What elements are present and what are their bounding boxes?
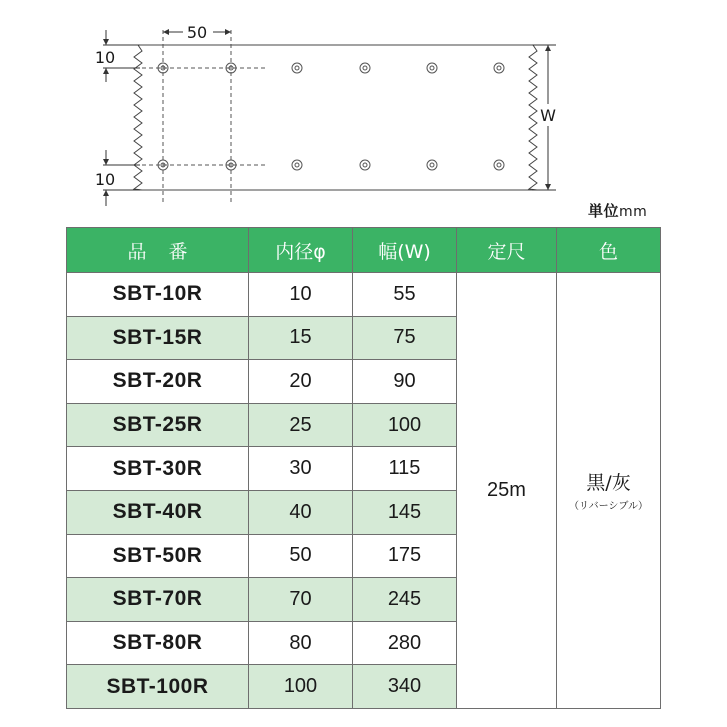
unit-suffix: mm	[619, 204, 648, 220]
header-inner-diameter: 内径φ	[249, 228, 353, 273]
product-code-cell: SBT-50R	[67, 534, 249, 578]
width-cell: 145	[353, 490, 457, 534]
inner-diameter-cell: 30	[249, 447, 353, 491]
inner-diameter-cell: 70	[249, 578, 353, 622]
inner-diameter-cell: 25	[249, 403, 353, 447]
top-offset-label: 10	[94, 48, 116, 67]
product-code-cell: SBT-100R	[67, 665, 249, 709]
hole-r2-c3	[292, 160, 302, 170]
inner-diameter-cell: 40	[249, 490, 353, 534]
product-code-cell: SBT-70R	[67, 578, 249, 622]
header-width: 幅(W)	[353, 228, 457, 273]
hole-r1-c6	[494, 63, 504, 73]
width-cell: 175	[353, 534, 457, 578]
pitch-dimension-label: 50	[186, 23, 208, 42]
hole-r2-c4	[360, 160, 370, 170]
inner-diameter-cell: 100	[249, 665, 353, 709]
inner-diameter-cell: 15	[249, 316, 353, 360]
width-cell: 245	[353, 578, 457, 622]
width-cell: 100	[353, 403, 457, 447]
header-row	[67, 228, 661, 273]
header-product-number: 品番	[67, 228, 249, 273]
inner-diameter-cell: 10	[249, 273, 353, 317]
width-cell: 115	[353, 447, 457, 491]
inner-diameter-cell: 20	[249, 360, 353, 404]
hole-marks	[158, 63, 504, 170]
product-code-cell: SBT-30R	[67, 447, 249, 491]
bottom-offset-label: 10	[94, 170, 116, 189]
hole-r1-c4	[360, 63, 370, 73]
width-cell: 75	[353, 316, 457, 360]
product-code-cell: SBT-20R	[67, 360, 249, 404]
width-cell: 55	[353, 273, 457, 317]
inner-diameter-cell: 50	[249, 534, 353, 578]
unit-label	[588, 200, 647, 221]
header-color: 色	[557, 228, 661, 273]
tape-right-cut-edge	[529, 45, 537, 190]
inner-diameter-cell: 80	[249, 621, 353, 665]
header-length: 定尺	[457, 228, 557, 273]
hole-r2-c5	[427, 160, 437, 170]
table-row	[67, 273, 661, 317]
product-code-cell: SBT-15R	[67, 316, 249, 360]
hole-r1-c5	[427, 63, 437, 73]
spec-table	[66, 227, 661, 709]
product-code-cell: SBT-25R	[67, 403, 249, 447]
length-cell: 25m	[457, 273, 557, 709]
tape-dimension-diagram	[0, 0, 727, 220]
product-code-cell: SBT-80R	[67, 621, 249, 665]
color-cell	[557, 273, 661, 709]
unit-prefix: 単位	[588, 202, 620, 220]
width-dimension-label: W	[540, 106, 556, 125]
color-value: 黒/灰	[586, 472, 631, 495]
hole-r2-c6	[494, 160, 504, 170]
hole-r1-c3	[292, 63, 302, 73]
width-cell: 340	[353, 665, 457, 709]
product-code-cell: SBT-10R	[67, 273, 249, 317]
tape-left-cut-edge	[134, 45, 142, 190]
width-cell: 280	[353, 621, 457, 665]
product-code-cell: SBT-40R	[67, 490, 249, 534]
width-cell: 90	[353, 360, 457, 404]
color-note: （リバーシブル）	[568, 501, 649, 513]
